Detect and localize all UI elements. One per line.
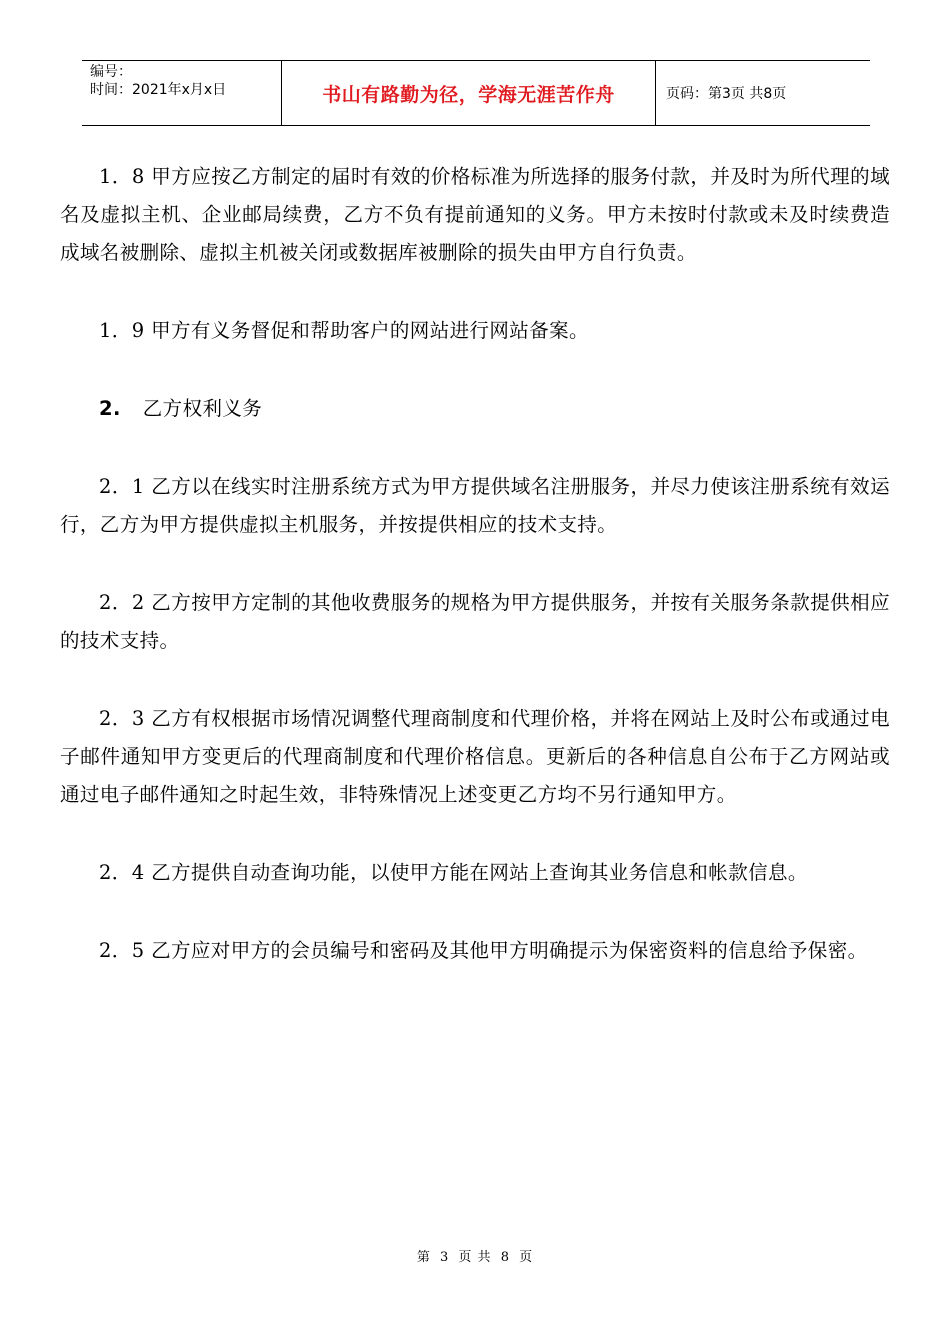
doc-number-label: 编号： <box>90 64 132 80</box>
footer-suffix: 页 <box>519 1250 534 1265</box>
document-body <box>60 158 890 1010</box>
page-header <box>82 60 870 126</box>
section-title: 乙方权利义务 <box>142 397 263 420</box>
header-motto <box>282 61 656 125</box>
section-number: 2. <box>99 397 121 420</box>
footer-middle: 页 共 <box>458 1250 492 1265</box>
paragraph-2-5: 2．5 乙方应对甲方的会员编号和密码及其他甲方明确提示为保密资料的信息给予保密。 <box>99 939 868 962</box>
paragraph-2-4: 2．4 乙方提供自动查询功能，以使甲方能在网站上查询其业务信息和帐款信息。 <box>99 861 808 884</box>
date-label: 时间：2021年x月x日 <box>90 82 227 98</box>
footer-current-page: 3 <box>440 1250 450 1265</box>
footer-total-pages: 8 <box>500 1250 510 1265</box>
paragraph-2-2: 2．2 乙方按甲方定制的其他收费服务的规格为甲方提供服务，并按有关服务条款提供相应的技术支持。 <box>60 591 890 652</box>
header-meta <box>82 61 282 125</box>
paragraph-1-9: 1．9 甲方有义务督促和帮助客户的网站进行网站备案。 <box>99 319 589 342</box>
section-heading-2 <box>60 390 890 428</box>
page-info-text: 页码：第3页 共8页 <box>666 86 787 102</box>
motto-text: 书山有路勤为径，学海无涯苦作舟 <box>322 83 615 106</box>
header-page-info <box>656 61 870 125</box>
page-footer <box>0 1246 950 1265</box>
paragraph-2-3: 2．3 乙方有权根据市场情况调整代理商制度和代理价格，并将在网站上及时公布或通过电子邮件通知甲方变更后的代理商制度和代理价格信息。更新后的各种信息自公布于乙方网站或通过电子邮件通知之时起生效，非特殊情况上述变更乙方均不另行通知甲方。 <box>60 707 890 806</box>
paragraph-1-8: 1．8 甲方应按乙方制定的届时有效的价格标准为所选择的服务付款，并及时为所代理的域名及虚拟主机、企业邮局续费，乙方不负有提前通知的义务。甲方未按时付款或未及时续费造成域名被删除、虚拟主机被关闭或数据库被删除的损失由甲方自行负责。 <box>60 165 890 264</box>
footer-prefix: 第 <box>416 1250 431 1265</box>
paragraph-2-1: 2．1 乙方以在线实时注册系统方式为甲方提供域名注册服务，并尽力使该注册系统有效运行，乙方为甲方提供虚拟主机服务，并按提供相应的技术支持。 <box>60 475 890 536</box>
